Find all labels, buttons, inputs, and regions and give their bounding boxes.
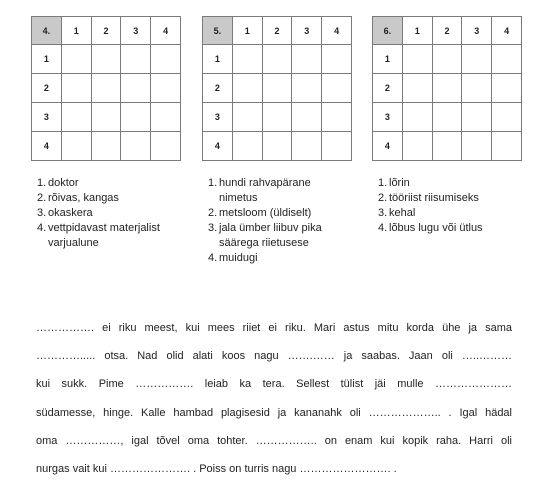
paragraph-line: …………..... otsa. Nad olid alati koos nagu …….…… ja saabas. Jaan oli …..……… [36, 350, 512, 363]
column-header: 2 [432, 17, 462, 45]
clue-number: 2. [208, 207, 218, 219]
clue-item [208, 176, 348, 206]
clue-number: 2. [378, 192, 388, 204]
clue-text: metsloom (üldiselt) [219, 207, 312, 219]
clue-text: jala ümber liibuv pika säärega riietusese [219, 222, 322, 249]
column-header: 2 [262, 17, 292, 45]
row-header: 3 [203, 103, 233, 132]
clue-list-6 [378, 176, 528, 236]
grid-cell[interactable] [232, 132, 262, 161]
grid-cell[interactable] [91, 103, 121, 132]
row-header: 4 [203, 132, 233, 161]
clue-item [37, 221, 187, 251]
clue-number: 1. [378, 177, 388, 189]
grid-cell[interactable] [121, 74, 151, 103]
grid-cell[interactable] [292, 45, 322, 74]
clue-list-5 [208, 176, 348, 266]
grid-cell[interactable] [151, 103, 181, 132]
clue-text: tööriist riisumiseks [389, 192, 479, 204]
clue-item [37, 191, 187, 206]
grid-cell[interactable] [61, 103, 91, 132]
grid-cell[interactable] [262, 74, 292, 103]
clue-number: 2. [37, 192, 47, 204]
grid-cell[interactable] [402, 103, 432, 132]
row-header: 2 [373, 74, 403, 103]
grid-cell[interactable] [322, 45, 352, 74]
grid-cell[interactable] [292, 74, 322, 103]
column-header: 3 [121, 17, 151, 45]
clue-text: kehal [389, 207, 416, 219]
clue-text: hundi rahvapärane nimetus [219, 177, 311, 204]
row-header: 4 [32, 132, 62, 161]
column-header: 4 [322, 17, 352, 45]
grid-cell[interactable] [262, 132, 292, 161]
grid-cell[interactable] [322, 74, 352, 103]
row-header: 1 [32, 45, 62, 74]
grid-cell[interactable] [151, 132, 181, 161]
clue-item [378, 191, 528, 206]
grid-cell[interactable] [492, 45, 522, 74]
column-header: 1 [232, 17, 262, 45]
clue-item [37, 206, 187, 221]
clue-item [378, 176, 528, 191]
grid-cell[interactable] [151, 74, 181, 103]
clue-text: muidugi [219, 252, 258, 264]
grid-cell[interactable] [61, 74, 91, 103]
grid-cell[interactable] [91, 45, 121, 74]
grid-cell[interactable] [232, 103, 262, 132]
grid-cell[interactable] [91, 74, 121, 103]
grid-label: 5. [203, 17, 233, 45]
clue-item [378, 221, 528, 236]
column-header: 3 [292, 17, 322, 45]
clue-number: 1. [37, 177, 47, 189]
grid-cell[interactable] [432, 45, 462, 74]
grid-cell[interactable] [262, 103, 292, 132]
clue-item [208, 221, 348, 251]
grid-cell[interactable] [432, 132, 462, 161]
clue-list-4 [37, 176, 187, 251]
clue-number: 4. [37, 222, 47, 234]
grid-cell[interactable] [402, 132, 432, 161]
clue-text: rõivas, kangas [48, 192, 119, 204]
clue-number: 3. [37, 207, 47, 219]
clue-number: 4. [378, 222, 388, 234]
row-header: 4 [373, 132, 403, 161]
grid-cell[interactable] [91, 132, 121, 161]
grid-cell[interactable] [322, 132, 352, 161]
grid-cell[interactable] [151, 45, 181, 74]
column-header: 4 [151, 17, 181, 45]
grid-cell[interactable] [432, 74, 462, 103]
grid-cell[interactable] [292, 103, 322, 132]
grid-cell[interactable] [121, 103, 151, 132]
grid-cell[interactable] [262, 45, 292, 74]
paragraph-line: kui sukk. Pime ……………. leiab ka tera. Sellest tülist jäi mulle ………………… [36, 378, 512, 391]
clue-item [378, 206, 528, 221]
fill-in-paragraph [36, 314, 512, 483]
row-header: 1 [203, 45, 233, 74]
grid-cell[interactable] [462, 45, 492, 74]
grid-cell[interactable] [292, 132, 322, 161]
clue-text: lõrin [389, 177, 410, 189]
grid-cell[interactable] [462, 132, 492, 161]
crossword-grid-4 [31, 16, 181, 161]
clue-number: 1. [208, 177, 218, 189]
column-header: 4 [492, 17, 522, 45]
clue-text: lõbus lugu või ütlus [389, 222, 483, 234]
row-header: 2 [32, 74, 62, 103]
grid-cell[interactable] [492, 74, 522, 103]
column-header: 1 [61, 17, 91, 45]
clue-item [208, 251, 348, 266]
paragraph-line: ……………. ei riku meest, kui mees riiet ei riku. Mari astus mitu korda ühe ja sama [36, 322, 512, 334]
grid-cell[interactable] [432, 103, 462, 132]
row-header: 3 [32, 103, 62, 132]
clue-text: okaskera [48, 207, 93, 219]
grid-cell[interactable] [232, 74, 262, 103]
paragraph-line: oma ……………, igal tõvel oma tohter. …………….. on enam kui kopik raha. Harri oli [36, 434, 512, 447]
clue-item [208, 206, 348, 221]
row-header: 2 [203, 74, 233, 103]
grid-label: 6. [373, 17, 403, 45]
grid-cell[interactable] [402, 45, 432, 74]
row-header: 3 [373, 103, 403, 132]
clue-number: 3. [378, 207, 388, 219]
grid-cell[interactable] [121, 132, 151, 161]
grid-cell[interactable] [462, 74, 492, 103]
grid-cell[interactable] [232, 45, 262, 74]
paragraph-line: südamesse, hinge. Kalle hambad plagisesid ja kananahk oli ……………….. . Igal hädal [36, 406, 512, 419]
row-header: 1 [373, 45, 403, 74]
grid-cell[interactable] [492, 132, 522, 161]
grid-cell[interactable] [402, 74, 432, 103]
paragraph-line: nurgas vait kui …………………. . Poiss on turris nagu ……………………. . [36, 463, 397, 476]
grid-cell[interactable] [322, 103, 352, 132]
clue-number: 3. [208, 222, 218, 234]
clue-text: vettpidavast materjalist varjualune [48, 222, 160, 249]
column-header: 1 [402, 17, 432, 45]
grid-cell[interactable] [61, 132, 91, 161]
grid-cell[interactable] [121, 45, 151, 74]
grid-label: 4. [32, 17, 62, 45]
clue-number: 4. [208, 252, 218, 264]
grid-cell[interactable] [61, 45, 91, 74]
grid-cell[interactable] [462, 103, 492, 132]
column-header: 3 [462, 17, 492, 45]
crossword-grid-6 [372, 16, 522, 161]
column-header: 2 [91, 17, 121, 45]
grid-cell[interactable] [492, 103, 522, 132]
clue-text: doktor [48, 177, 79, 189]
clue-item [37, 176, 187, 191]
crossword-grid-5 [202, 16, 352, 161]
